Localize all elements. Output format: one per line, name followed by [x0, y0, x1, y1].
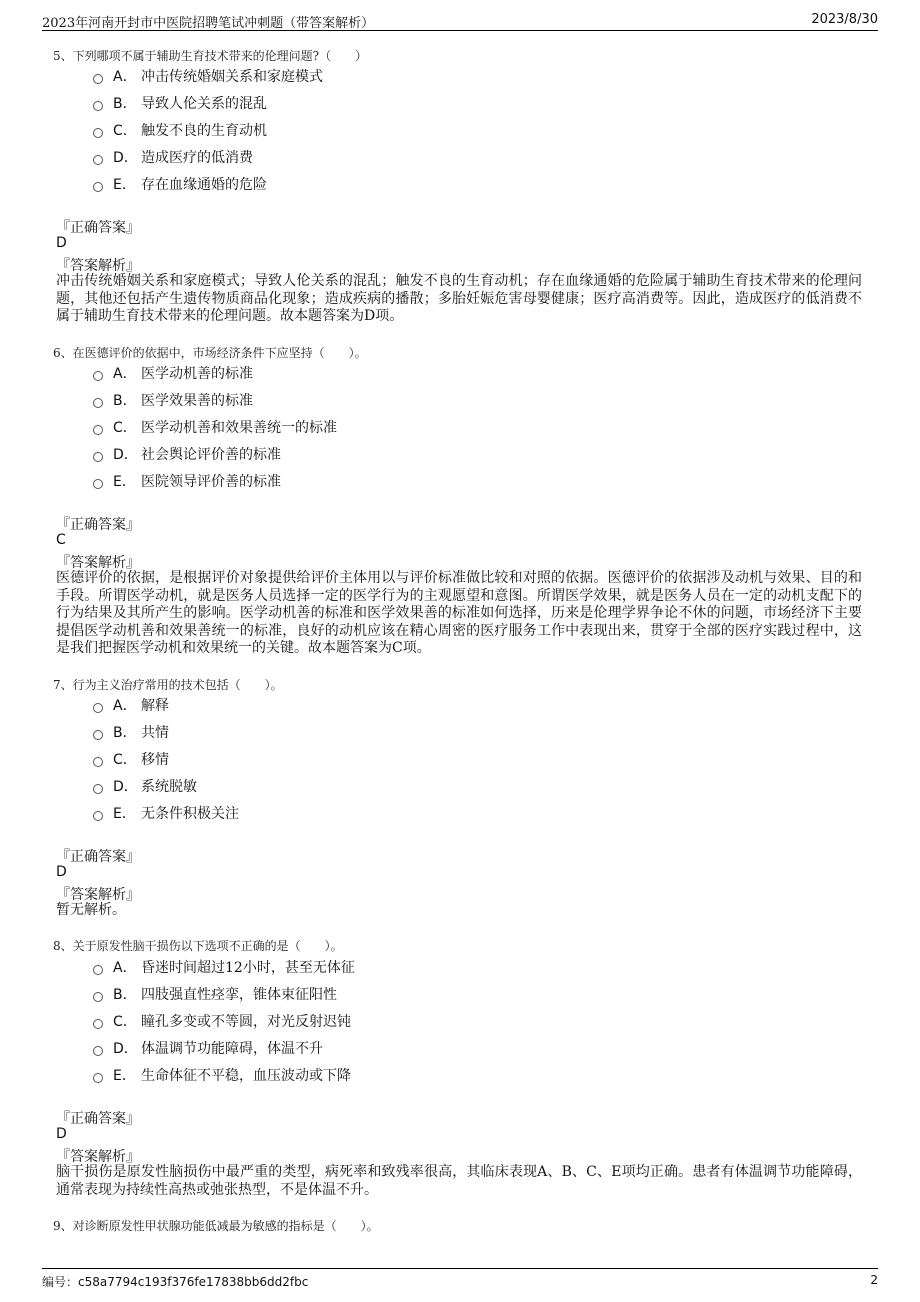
- option-a[interactable]: A． 医学动机善的标准: [93, 363, 253, 383]
- option-c[interactable]: C． 触发不良的生育动机: [93, 120, 267, 140]
- radio-icon[interactable]: [93, 182, 103, 192]
- correct-answer: D: [56, 864, 67, 880]
- analysis-label: 『答案解析』: [56, 258, 140, 274]
- radio-icon[interactable]: [93, 1019, 103, 1029]
- option-e[interactable]: E． 医院领导评价善的标准: [93, 471, 281, 491]
- correct-answer: D: [56, 235, 67, 251]
- correct-answer-label: 『正确答案』: [56, 517, 140, 533]
- option-d[interactable]: D． 社会舆论评价善的标准: [93, 444, 281, 464]
- option-e[interactable]: E． 生命体征不平稳，血压波动或下降: [93, 1065, 351, 1085]
- radio-icon[interactable]: [93, 371, 103, 381]
- analysis-label: 『答案解析』: [56, 1149, 140, 1165]
- document-date: 2023/8/30: [811, 12, 878, 27]
- option-e[interactable]: E． 存在血缘通婚的危险: [93, 174, 267, 194]
- option-d[interactable]: D． 造成医疗的低消费: [93, 147, 253, 167]
- option-b[interactable]: B． 医学效果善的标准: [93, 390, 253, 410]
- radio-icon[interactable]: [93, 757, 103, 767]
- radio-icon[interactable]: [93, 730, 103, 740]
- page-number: 2: [870, 1273, 878, 1287]
- radio-icon[interactable]: [93, 452, 103, 462]
- option-b[interactable]: B． 共情: [93, 722, 169, 742]
- correct-answer: C: [56, 532, 66, 548]
- option-c[interactable]: C． 瞳孔多变或不等圆，对光反射迟钝: [93, 1011, 351, 1031]
- radio-icon[interactable]: [93, 425, 103, 435]
- radio-icon[interactable]: [93, 784, 103, 794]
- document-title: 2023年河南开封市中医院招聘笔试冲刺题（带答案解析）: [42, 16, 375, 31]
- analysis-text: 医德评价的依据，是根据评价对象提供给评价主体用以与评价标准做比较和对照的依据。医德评价的依据涉及动机与效果、目的和手段。所谓医学动机，就是医务人员选择一定的医学行为的主观愿望和意图。所谓医学效果，就是医务人员在一定的动机支配下的行为结果及其所产生的影响。医学动机善的标准和医学效果善的标准如何选择，历来是伦理学界争论不休的问题，市场经济下主要提倡医学动机善和效果善统一的标准，良好的动机应该在精心周密的医疗服务工作中表现出来，贯穿于全部的医疗实践过程中，这是我们把握医学动机和效果统一的关键。故本题答案为C项。: [56, 570, 862, 656]
- question-title: 7、行为主义治疗常用的技术包括（ ）。: [53, 678, 283, 692]
- radio-icon[interactable]: [93, 479, 103, 489]
- correct-answer-label: 『正确答案』: [56, 220, 140, 236]
- option-b[interactable]: B． 导致人伦关系的混乱: [93, 93, 267, 113]
- option-d[interactable]: D． 系统脱敏: [93, 776, 197, 796]
- radio-icon[interactable]: [93, 101, 103, 111]
- radio-icon[interactable]: [93, 703, 103, 713]
- analysis-text: 冲击传统婚姻关系和家庭模式；导致人伦关系的混乱；触发不良的生育动机；存在血缘通婚的危险属于辅助生育技术带来的伦理问题，其他还包括产生遗传物质商品化现象；造成疾病的播散；多胎妊娠危害母婴健康；医疗高消费等。因此，造成医疗的低消费不属于辅助生育技术带来的伦理问题。故本题答案为D项。: [56, 273, 862, 324]
- radio-icon[interactable]: [93, 74, 103, 84]
- question-title: 9、对诊断原发性甲状腺功能低减最为敏感的指标是（ ）。: [53, 1219, 379, 1233]
- analysis-text: 暂无解析。: [56, 902, 126, 918]
- correct-answer-label: 『正确答案』: [56, 1111, 140, 1127]
- question-title: 6、在医德评价的依据中，市场经济条件下应坚持（ ）。: [53, 346, 367, 360]
- option-e[interactable]: E． 无条件积极关注: [93, 803, 239, 823]
- option-c[interactable]: C． 移情: [93, 749, 169, 769]
- radio-icon[interactable]: [93, 155, 103, 165]
- question-title: 5、下列哪项不属于辅助生育技术带来的伦理问题?（ ）: [53, 49, 368, 63]
- radio-icon[interactable]: [93, 1073, 103, 1083]
- radio-icon[interactable]: [93, 992, 103, 1002]
- page-header: [42, 10, 878, 31]
- radio-icon[interactable]: [93, 1046, 103, 1056]
- option-a[interactable]: A． 解释: [93, 695, 169, 715]
- option-b[interactable]: B． 四肢强直性痉挛，锥体束征阳性: [93, 984, 337, 1004]
- correct-answer: D: [56, 1126, 67, 1142]
- analysis-text: 脑干损伤是原发性脑损伤中最严重的类型，病死率和致残率很高，其临床表现A、B、C、E项均正确。患者有体温调节功能障碍，通常表现为持续性高热或弛张热型，不是体温不升。: [56, 1164, 862, 1198]
- radio-icon[interactable]: [93, 965, 103, 975]
- page-footer: [42, 1268, 878, 1293]
- radio-icon[interactable]: [93, 128, 103, 138]
- radio-icon[interactable]: [93, 398, 103, 408]
- analysis-label: 『答案解析』: [56, 555, 140, 571]
- analysis-label: 『答案解析』: [56, 887, 140, 903]
- option-a[interactable]: A． 昏迷时间超过12小时，甚至无体征: [93, 957, 355, 977]
- option-d[interactable]: D． 体温调节功能障碍，体温不升: [93, 1038, 323, 1058]
- question-title: 8、关于原发性脑干损伤以下选项不正确的是（ ）。: [53, 939, 343, 953]
- correct-answer-label: 『正确答案』: [56, 849, 140, 865]
- option-a[interactable]: A． 冲击传统婚姻关系和家庭模式: [93, 66, 323, 86]
- document-code: 编号：c58a7794c193f376fe17838bb6dd2fbc: [42, 1275, 309, 1289]
- radio-icon[interactable]: [93, 811, 103, 821]
- option-c[interactable]: C． 医学动机善和效果善统一的标准: [93, 417, 337, 437]
